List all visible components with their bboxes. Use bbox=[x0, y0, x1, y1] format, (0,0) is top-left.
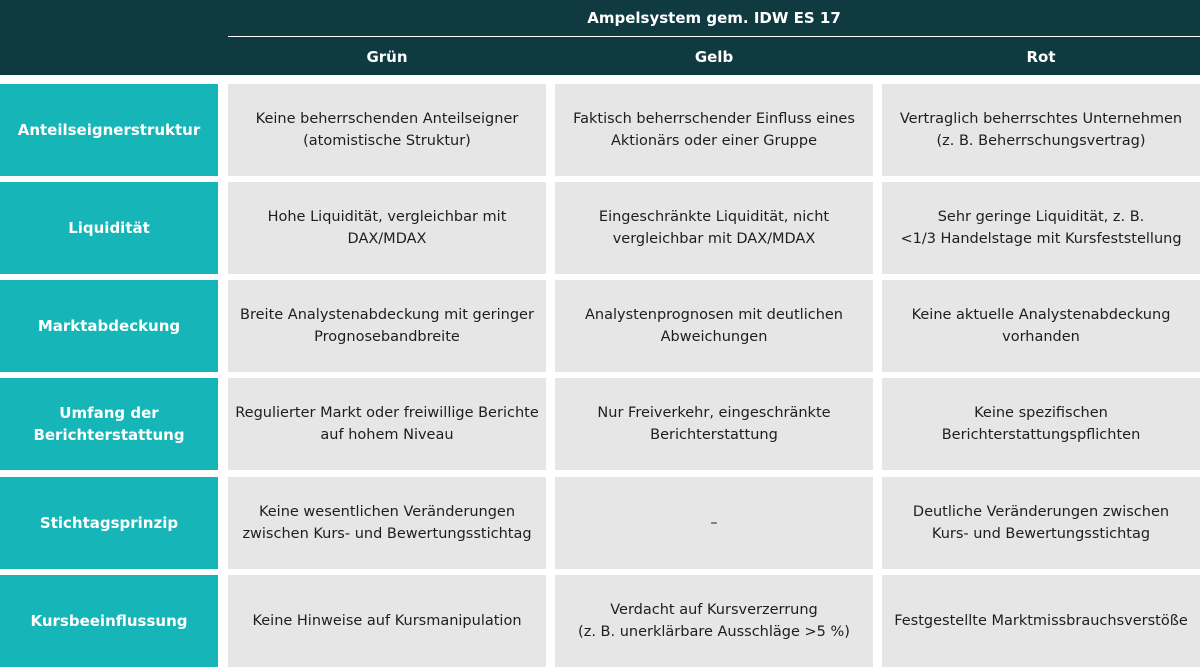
header-divider bbox=[228, 36, 1200, 37]
column-header-gruen: Grün bbox=[366, 48, 408, 66]
table-cell: Faktisch beherrschender Einfluss eines Aktionärs oder einer Gruppe bbox=[555, 84, 873, 176]
table-cell: Keine spezifischen Berichterstattungspflichten bbox=[882, 378, 1200, 470]
table-cell: Analystenprognosen mit deutlichen Abweichungen bbox=[555, 280, 873, 372]
table-cell: Sehr geringe Liquidität, z. B. <1/3 Handelstage mit Kursfeststellung bbox=[882, 182, 1200, 274]
table-cell: Festgestellte Marktmissbrauchsverstöße bbox=[882, 575, 1200, 667]
table-cell: Eingeschränkte Liquidität, nicht vergleichbar mit DAX/MDAX bbox=[555, 182, 873, 274]
table-cell: Keine aktuelle Analystenabdeckung vorhanden bbox=[882, 280, 1200, 372]
table-cell: – bbox=[555, 477, 873, 569]
row-label: Liquidität bbox=[0, 182, 218, 274]
column-header-rot: Rot bbox=[1026, 48, 1056, 66]
table-cell: Keine beherrschenden Anteilseigner (atomistische Struktur) bbox=[228, 84, 546, 176]
table-cell: Breite Analystenabdeckung mit geringer Prognosebandbreite bbox=[228, 280, 546, 372]
table-cell: Vertraglich beherrschtes Unternehmen (z. B. Beherrschungsvertrag) bbox=[882, 84, 1200, 176]
column-header-gelb: Gelb bbox=[694, 48, 734, 66]
table-cell: Keine wesentlichen Veränderungen zwischen Kurs- und Bewertungsstichtag bbox=[228, 477, 546, 569]
table-cell: Verdacht auf Kursverzerrung (z. B. unerklärbare Ausschläge >5 %) bbox=[555, 575, 873, 667]
table-cell: Deutliche Veränderungen zwischen Kurs- und Bewertungsstichtag bbox=[882, 477, 1200, 569]
table-cell: Regulierter Markt oder freiwillige Berichte auf hohem Niveau bbox=[228, 378, 546, 470]
table-header bbox=[0, 0, 1200, 75]
table-title: Ampelsystem gem. IDW ES 17 bbox=[587, 9, 841, 27]
row-label: Anteilseignerstruktur bbox=[0, 84, 218, 176]
table-cell: Hohe Liquidität, vergleichbar mit DAX/MDAX bbox=[228, 182, 546, 274]
row-label: Stichtagsprinzip bbox=[0, 477, 218, 569]
table-cell: Keine Hinweise auf Kursmanipulation bbox=[228, 575, 546, 667]
row-label: Kursbeeinflussung bbox=[0, 575, 218, 667]
row-label: Marktabdeckung bbox=[0, 280, 218, 372]
row-label: Umfang der Berichterstattung bbox=[0, 378, 218, 470]
table-cell: Nur Freiverkehr, eingeschränkte Berichterstattung bbox=[555, 378, 873, 470]
